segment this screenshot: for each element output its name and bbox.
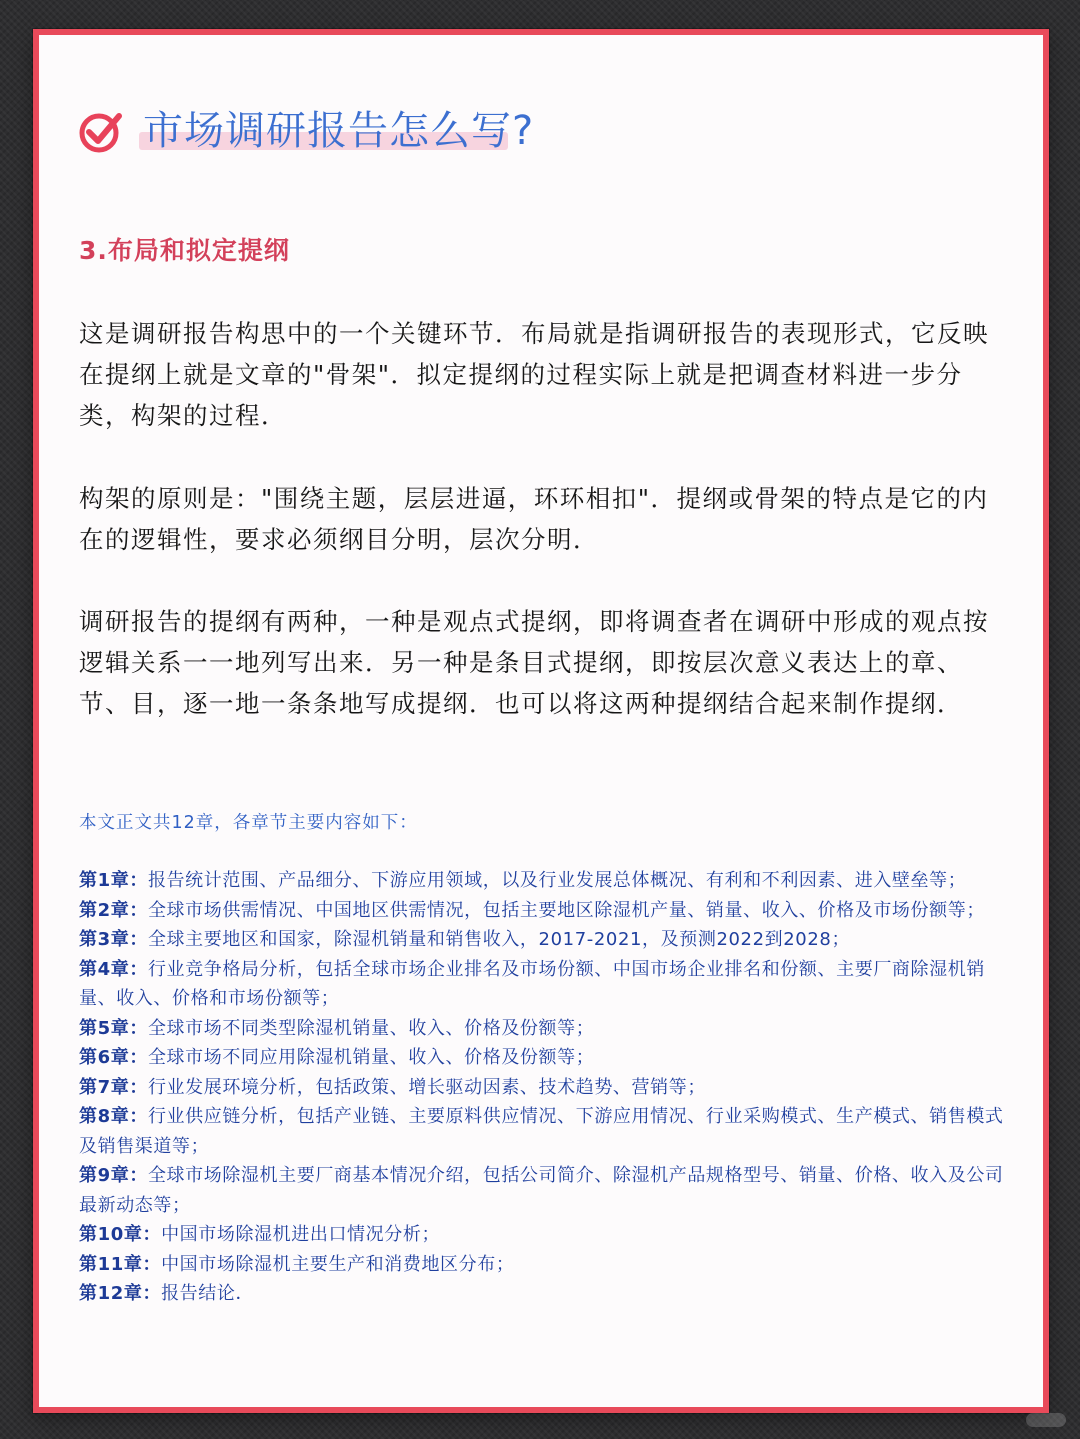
chapters-intro: 本文正文共12章，各章节主要内容如下： xyxy=(79,813,418,833)
chapter-text: 全球市场供需情况、中国地区供需情况，包括主要地区除湿机产量、销量、收入、价格及市场份额等； xyxy=(147,899,985,921)
chapter-label: 第4章： xyxy=(79,958,148,980)
watermark-badge xyxy=(1026,1413,1066,1427)
chapter-label: 第12章： xyxy=(79,1283,162,1304)
page-title: 市场调研报告怎么写? xyxy=(139,108,538,154)
chapter-list xyxy=(79,866,1009,1309)
chapter-item xyxy=(79,1014,1009,1044)
chapter-label: 第11章： xyxy=(79,1253,162,1275)
chapter-item xyxy=(79,1161,1009,1220)
chapter-label: 第8章： xyxy=(79,1106,148,1127)
chapter-label: 第6章： xyxy=(79,1047,148,1068)
chapter-text: 行业发展环境分析，包括政策、增长驱动因素、技术趋势、营销等； xyxy=(147,1076,706,1098)
chapter-item xyxy=(79,1102,1009,1161)
chapter-text: 全球市场不同类型除湿机销量、收入、价格及份额等； xyxy=(147,1017,595,1039)
paragraph-1: 这是调研报告构思中的一个关键环节．布局就是指调研报告的表现形式，它反映在提纲上就是文章的"骨架"．拟定提纲的过程实际上就是把调查材料进一步分类，构架的过程． xyxy=(79,319,989,430)
chapter-text: 全球市场除湿机主要厂商基本情况介绍，包括公司简介、除湿机产品规格型号、销量、价格、收入及公司最新动态等； xyxy=(79,1165,1004,1216)
checkmark-circle-icon xyxy=(77,107,125,155)
section-heading: 3.布局和拟定提纲 xyxy=(79,236,290,265)
chapter-item xyxy=(79,1073,1009,1103)
chapter-label: 第3章： xyxy=(79,929,148,950)
chapter-item xyxy=(79,955,1009,1014)
chapter-item xyxy=(79,896,1009,926)
paragraph-2: 构架的原则是："围绕主题，层层进逼，环环相扣"．提纲或骨架的特点是它的内在的逻辑性，要求必须纲目分明，层次分明． xyxy=(79,484,989,554)
content-card xyxy=(33,29,1049,1413)
chapter-text: 行业供应链分析，包括产业链、主要原料供应情况、下游应用情况、行业采购模式、生产模式、销售模式及销售渠道等； xyxy=(79,1106,1004,1157)
chapter-item xyxy=(79,1250,1009,1280)
chapter-text: 行业竞争格局分析，包括全球市场企业排名及市场份额、中国市场企业排名和份额、主要厂商除湿机销量、收入、价格和市场份额等； xyxy=(79,958,985,1009)
chapter-item xyxy=(79,1220,1009,1250)
chapter-label: 第1章： xyxy=(79,870,148,891)
chapter-label: 第10章： xyxy=(79,1224,162,1245)
chapter-item xyxy=(79,1043,1009,1073)
title-wrap xyxy=(139,104,538,158)
chapter-label: 第5章： xyxy=(79,1017,148,1039)
chapter-label: 第9章： xyxy=(79,1165,148,1186)
paragraph-3: 调研报告的提纲有两种，一种是观点式提纲，即将调查者在调研中形成的观点按逻辑关系一一地列写出来．另一种是条目式提纲，即按层次意义表达上的章、节、目，逐一地一条条地写成提纲．也可以将这两种提纲结合起来制作提纲． xyxy=(79,607,989,718)
chapter-item xyxy=(79,925,1009,955)
chapter-item xyxy=(79,1279,1009,1309)
chapter-item xyxy=(79,866,1009,896)
chapter-text: 全球市场不同应用除湿机销量、收入、价格及份额等； xyxy=(147,1047,595,1068)
chapter-label: 第7章： xyxy=(79,1076,148,1098)
chapter-text: 报告结论． xyxy=(161,1283,255,1304)
chapter-text: 中国市场除湿机主要生产和消费地区分布； xyxy=(161,1253,515,1275)
title-row xyxy=(77,101,538,161)
chapter-label: 第2章： xyxy=(79,899,148,921)
chapter-text: 中国市场除湿机进出口情况分析； xyxy=(161,1224,441,1245)
chapter-text: 全球主要地区和国家，除湿机销量和销售收入，2017-2021，及预测2022到2028； xyxy=(147,929,851,950)
chapter-text: 报告统计范围、产品细分、下游应用领域，以及行业发展总体概况、有利和不利因素、进入壁垒等； xyxy=(147,870,967,891)
